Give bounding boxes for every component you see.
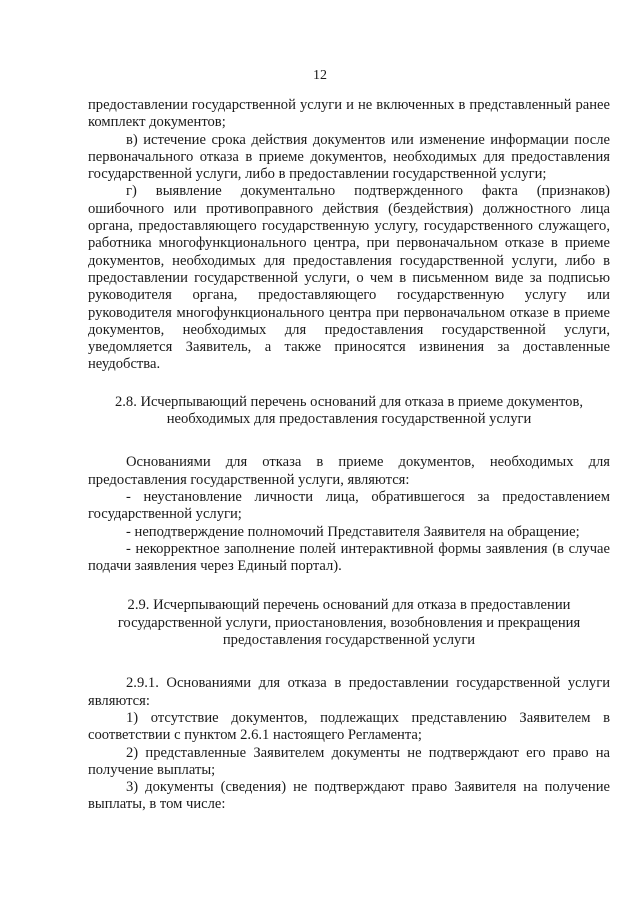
paragraph-2-8-item: - некорректное заполнение полей интерактивной формы заявления (в случае подачи заявления через Единый портал). xyxy=(88,540,610,575)
paragraph-2-8-item: - неустановление личности лица, обратившегося за предоставлением государственной услуги; xyxy=(88,488,610,523)
paragraph-2-9-1: 2.9.1. Основаниями для отказа в предоставлении государственной услуги являются: xyxy=(88,675,610,709)
paragraph-continuation: предоставлении государственной услуги и не включенных в представленный ранее комплект документов; xyxy=(88,97,610,131)
section-heading-2-9: 2.9. Исчерпывающий перечень оснований для отказа в предоставлении государственной услуги, приостановления, возобновления и прекращения предоставления государственной услуги xyxy=(117,597,581,649)
paragraph-item-g: г) выявление документально подтвержденного факта (признаков) ошибочного или противоправного действия (бездействия) должностного лица органа, предоставляющего государственную услугу, государственного служащего, работника многофункционального центра, при первоначальном отказе в приеме документов, необходимых для предоставления государственной услуги, либо в предоставлении государственной услуги, о чем в письменном виде за подписью руководителя органа, предоставляющего государственную услугу или руководителя многофункционального центра при первоначальном отказе в приеме документов, необходимых для предоставления государственной услуги, уведомляется Заявитель, а также приносятся извинения за доставленные неудобства. xyxy=(88,183,610,373)
spacer xyxy=(88,575,610,597)
spacer xyxy=(88,649,610,675)
page-number: 12 xyxy=(313,68,327,83)
paragraph-2-9-item: 3) документы (сведения) не подтверждают право Заявителя на получение выплаты, в том числе: xyxy=(88,779,610,813)
section-heading-2-8: 2.8. Исчерпывающий перечень оснований для отказа в приеме документов, необходимых для предоставления государственной услуги xyxy=(114,393,584,428)
paragraph-item-v: в) истечение срока действия документов или изменение информации после первоначального отказа в приеме документов, необходимых для предоставления государственной услуги, либо в предоставлении государственной услуги; xyxy=(88,131,610,183)
paragraph-2-9-item: 2) представленные Заявителем документы не подтверждают его право на получение выплаты; xyxy=(88,744,610,778)
spacer xyxy=(88,374,610,394)
paragraph-2-9-item: 1) отсутствие документов, подлежащих представлению Заявителем в соответствии с пунктом 2.6.1 настоящего Регламента; xyxy=(88,709,610,744)
paragraph-2-8-intro: Основаниями для отказа в приеме документов, необходимых для предоставления государственной услуги, являются: xyxy=(88,454,610,488)
spacer xyxy=(88,428,610,454)
document-body xyxy=(88,97,610,814)
paragraph-2-8-item: - неподтверждение полномочий Представителя Заявителя на обращение; xyxy=(126,523,580,540)
